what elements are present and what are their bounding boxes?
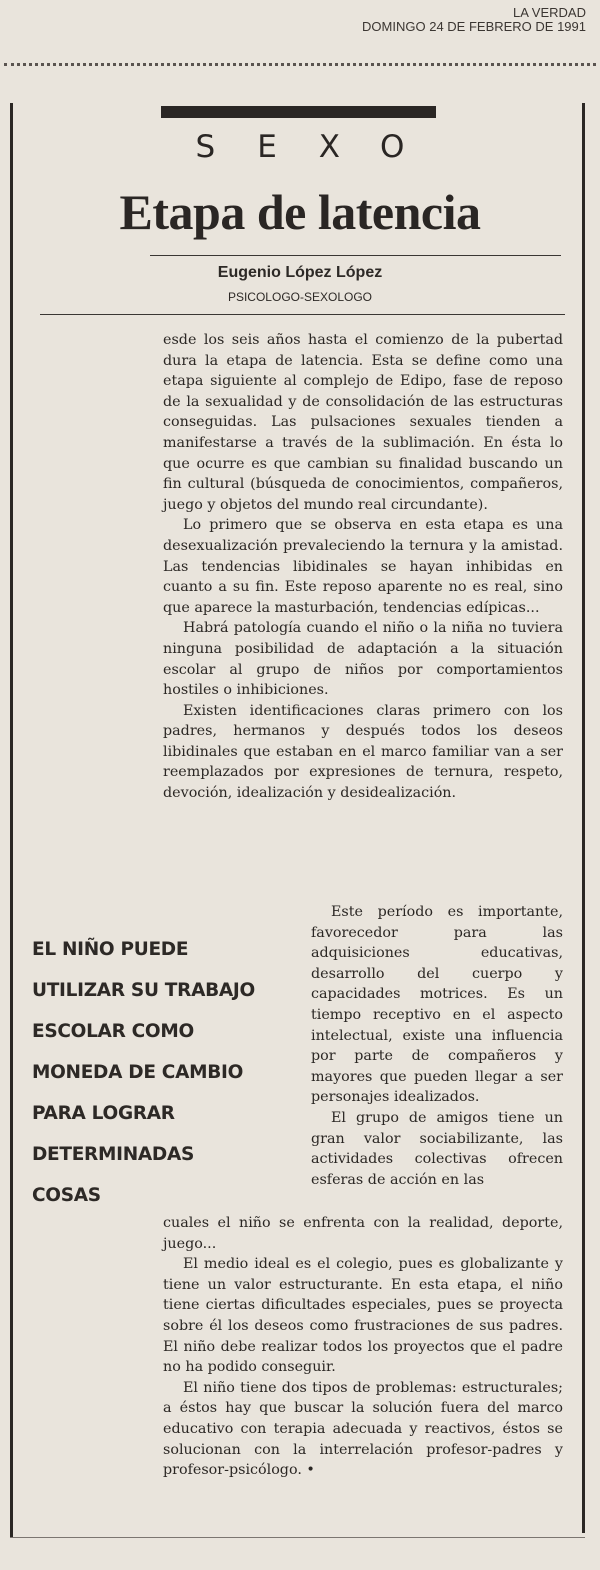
byline-rule [40, 314, 565, 315]
paragraph: Existen identificaciones claras primero con los padres, hermanos y después todos los deseos libidinales que estaban en el marco familiar van a ser reemplazados por expresiones de ternura, respeto, devoción, idealización y desidealización. [163, 702, 563, 802]
bottom-rule [10, 1537, 585, 1538]
section-bar [161, 106, 436, 118]
author-role: PSICOLOGO-SEXOLOGO [227, 290, 373, 304]
title-rule [150, 255, 561, 256]
body-text-block-2 [311, 902, 563, 1190]
paragraph: El medio ideal es el colegio, pues es globalizante y tiene un valor estructurante. En esta etapa, el niño tiene ciertas dificultades especiales, pues se proyecta sobre él los deseos como frustraciones de sus padres. El niño debe realizar todos los proyectos que el padre no ha podido conseguir. [163, 1256, 563, 1376]
paragraph: El niño tiene dos tipos de problemas: estructurales; a éstos hay que buscar la solución fuera del marco educativo con terapia adecuada y reactivos, éstos se solucionan con la interrelación profesor-padres y profesor-psicólogo. • [163, 1379, 563, 1479]
issue-date: DOMINGO 24 DE FEBRERO DE 1991 [362, 19, 586, 34]
column-frame-left [10, 103, 13, 1538]
paragraph: cuales el niño se enfrenta con la realidad, deporte, juego... [163, 1215, 563, 1252]
pull-quote-line: UTILIZAR SU TRABAJO [32, 980, 255, 1001]
pull-quote-line: EL NIÑO PUEDE [32, 939, 189, 960]
page-header [362, 6, 586, 34]
paragraph: Lo primero que se observa en esta etapa es una desexualización prevaleciendo la ternura y la amistad. Las tendencias libidinales se hayan inhibidas en cuanto a su fin. Este reposo aparente no es real, sino que aparece la masturbación, tendencias edípicas... [163, 517, 563, 616]
author-name: Eugenio López López [217, 264, 383, 281]
pull-quote-line: ESCOLAR COMO [32, 1021, 194, 1042]
article-title: Etapa de latencia [119, 184, 481, 240]
paragraph: esde los seis años hasta el comienzo de la pubertad dura la etapa de latencia. Esta se define como una etapa siguiente al complejo de Edipo, fase de reposo de la sexualidad y de consolidación de las estructuras conseguidas. Las pulsaciones sexuales tienden a manifestarse a través de la sublimación. En ésta lo que ocurre es que cambian su finalidad buscando un fin cultural (búsqueda de conocimientos, compañeros, juego y objetos del mundo real circundante). [163, 332, 563, 513]
pull-quote-line: MONEDA DE CAMBIO [32, 1062, 244, 1083]
dotted-separator [4, 63, 596, 66]
paragraph: Este período es importante, favorecedor para las adquisiciones educativas, desarrollo del cuerpo y capacidades motrices. Es un tiempo receptivo en el aspecto intelectual, existe una influencia por parte de compañeros y mayores que pueden llegar a ser personajes idealizados. [311, 904, 563, 1106]
body-text-block-3 [163, 1213, 563, 1481]
pull-quote-line: COSAS [32, 1185, 101, 1206]
newspaper-name: LA VERDAD [513, 5, 586, 20]
section-label: SEXO [195, 129, 447, 165]
pull-quote-line: DETERMINADAS [32, 1144, 194, 1165]
column-frame-right [582, 103, 585, 1533]
body-text-block-1 [163, 330, 563, 804]
pull-quote-line: PARA LOGRAR [32, 1103, 175, 1124]
paragraph: Habrá patología cuando el niño o la niña no tuviera ninguna posibilidad de adaptación a la situación escolar al grupo de niños por comportamientos hostiles o inhibiciones. [163, 620, 563, 699]
pull-quote [32, 929, 302, 1216]
paragraph: El grupo de amigos tiene un gran valor sociabilizante, las actividades colectivas ofrecen esferas de acción en las [311, 1109, 563, 1188]
